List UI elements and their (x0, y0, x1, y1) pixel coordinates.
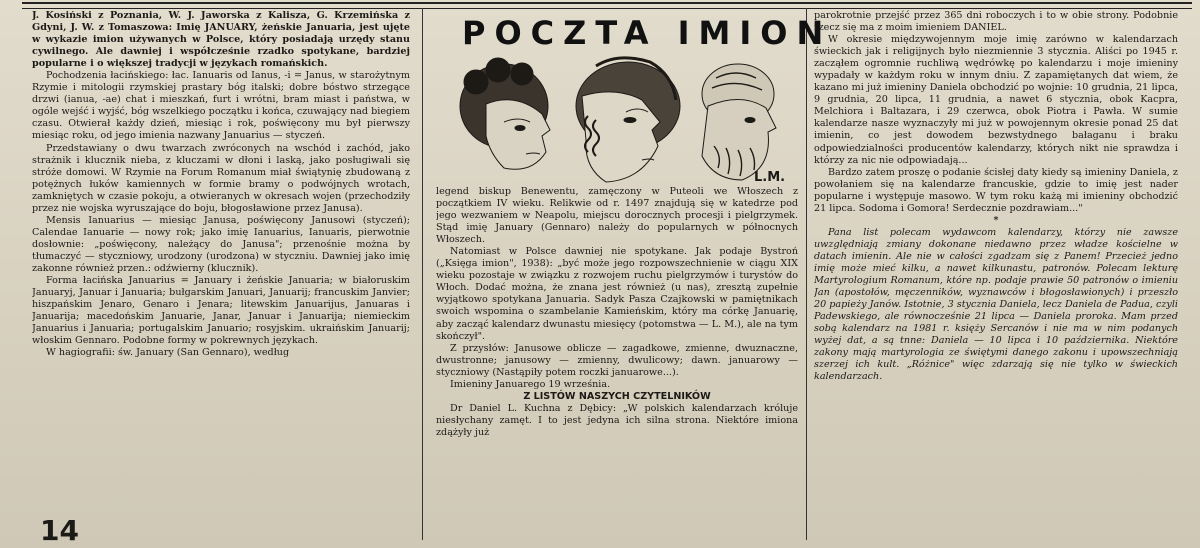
paragraph: W hagiografii: św. January (San Gennaro), według (46, 347, 290, 359)
editor-reply: Pana list polecam wydawcom kalendarzy, którzy nie zawsze uwzględniają zmiany dokonane niedawno przez władze kościelne w datach imienin. Ale nie w całości zgadzam się z Panem! Przecież jedno imię może mieć kilku, a nawet kilkunastu, patronów. Polecam lekturę Martyrologium Romanum, które np. podaje prawie 50 patronów o imieniu Jan (apostołów, męczenników, wyznawców i błogosławionych) i przeszło 20 papieży Janów. Istotnie, 3 stycznia Daniela, lecz Daniela de Padua, czyli Padewskiego, ale równocześnie 21 lipca — Daniela proroka. Mam przed sobą kalendarz na 1981 r. księży Sercanów i nie ma w nim podanych wyżej dat, a są tnne: Daniela — 10 lipca i 10 października. Niektóre zakony mają martyrologia ze świętymi danego zakonu i upowszechniają szerzej ich kult. „Różnice" więc zdarzają się nie tylko w świeckich kalendarzach. (814, 226, 1178, 383)
page-number: 14 (40, 514, 79, 547)
paragraph: Z przysłów: Janusowe oblicze — zagadkowe, zmienne, dwuznaczne, dwustronne; janusowy — zmienny, dwulicowy; dawn. januarowy — styczniowy (Nastąpiły potem roczki januarowe...). (436, 342, 798, 378)
article-column-2 (436, 186, 798, 524)
section-separator: * (993, 214, 999, 226)
paragraph: Bardzo zatem proszę o podanie ścisłej daty kiedy są imieniny Daniela, z powołaniem się na kalendarze francuskie, gdzie to imię jest nader popularne i występuje masowo. W tym roku każą mi imieniny obchodzić 21 lipca. Sodoma i Gomora! Serdecznie pozdrawiam..." (814, 166, 1178, 214)
paragraph: Forma łacińska Januarius = January i żeńskie Januaria; w białoruskim Januaryj, Januar i Januaria; bułgarskim Januari, Januarij; francuskim Janvier; hiszpańskim Jenaro, Genaro i Jenara; litewskim Januarijus, Januaras i Januarija; macedońskim Januarie, Janar, Januar i Januarija; niemieckim Januarius i Januaria; portugalskim Januario; rosyjskim. ukraińskim Januarij; włoskim Gennaro. Podobne formy w pokrewnych językach. (32, 275, 410, 347)
column-divider (422, 8, 423, 540)
paragraph: W okresie międzywojennym moje imię zarówno w kalendarzach świeckich jak i religijnych było niezmiennie 3 stycznia. Aliści po 1945 r. zacząłem ogromnie ruchliwą wędrówkę po kalendarzu i moje imieniny wypadały w każdym roku w innym dniu. Z zapamiętanych dat wiem, że kazano mi już imieniny Daniela obchodzić po wojnie: 10 grudnia, 21 lipca, 9 grudnia, 20 lipca, 11 grudnia, a nawet 6 stycznia, obok Kacpra, Melchiora i Baltazara, i 29 czerwca, obok Piotra i Pawła. W sumie kalendarze nasze wyznaczyły mi już w powojennym okresie ponad 25 dat imienin, co jest dowodem bezwstydnego bałaganu i braku odpowiedzialności producentów kalendarzy, których nikt nie sprawdza i którzy za nic nie odpowiadają... (814, 34, 1178, 166)
page-title: POCZTA IMION (462, 14, 833, 52)
top-rule (22, 2, 1192, 9)
article-column-1 (32, 10, 410, 510)
illustration-signature: L.M. (754, 170, 786, 185)
profiles-illustration (446, 56, 802, 186)
paragraph: J. Kosiński z Poznania, W. J. Jaworska z Kalisza, G. Krzemińska z Gdyni, J. W. z Tomaszowa: Imię JANUARY, żeńskie Januaria, jest ujęte w wykazie imion używanych w Polsce, który posiadają urzędy stanu cywilnego. Ale dawniej i współcześnie rzadko spotykane, bardziej popularne i o większej tradycji w językach romańskich. (32, 10, 410, 70)
section-subheading: Z LISTÓW NASZYCH CZYTELNIKÓW (523, 390, 711, 402)
paragraph: Pochodzenia łacińskiego: łac. Ianuaris od Ianus, -i = Janus, w starożytnym Rzymie i mitologii rzymskiej prastary bóg italski; dobre bóstwo strzegące drzwi (ianua, -ae) chat i mieszkań, furt i wrótni, bram miast i państwa, w ogóle wejść i wyjść, bóg wszelkiego początku i końca, czuwający nad biegiem czasu. Otwierał każdy dzień, miesiąc i rok, poświęcony mu był pierwszy miesiąc roku, od jego imienia nazwany Januarius — styczeń. (32, 70, 410, 142)
paragraph: Imieniny Januarego 19 września. (450, 378, 611, 390)
paragraph: parokrotnie przejść przez 365 dni roboczych i to w obie strony. Podobnie rzecz się ma z moim imieniem DANIEL. (814, 10, 1178, 34)
paragraph: Przedstawiany o dwu twarzach zwróconych na wschód i zachód, jako strażnik i klucznik nieba, z kluczami w dłoni i laską, jako posługiwali się stróże domowi. W Rzymie na Forum Romanum miał świątynię zbudowaną z potężnych łuków kamiennych w formie bramy o podwójnych wrotach, zamkniętych w czasie pokoju, a otwieranych w okresach wojen (przechodziły przez nie wojska wyruszające do boju, błogosławione przez Janusa). (32, 142, 410, 214)
paragraph: Natomiast w Polsce dawniej nie spotykane. Jak podaje Bystroń („Księga imion", 1938): „być może jego rozpowszechnienie w ciągu XIX wieku pozostaje w związku z rozwojem ruchu pielgrzymów i turystów do Włoch. Dodać można, że znana jest również (u nas), zresztą zupełnie wyjątkowo spotykana Januaria. Sadyk Pasza Czajkowski w pamiętnikach swoich wspomina o szambelanie Kamieńskim, który ma córkę Januarię, aby zacząć kalendarz dwunastu miesięcy (potomstwa — L. M.), ale na tym skończył". (436, 246, 798, 342)
letter-paragraph: Dr Daniel L. Kuchna z Dębicy: „W polskich kalendarzach króluje niesłychany zamęt. I to jest jedyna ich silna strona. Niektóre imiona zdążyły już (436, 402, 798, 438)
article-column-3 (814, 10, 1178, 540)
paragraph: Mensis Ianuarius — miesiąc Janusa, poświęcony Janusowi (styczeń); Calendae Ianuarie — nowy rok; jako imię Ianuarius, Ianuaris, pierwotnie dosłownie: „poświęcony, należący do Janusa"; przenośnie można by tłumaczyć — styczniowy, urodzony (urodzona) w styczniu. Dawniej jako imię zakonne również przen.: odźwierny (klucznik). (32, 214, 410, 274)
paragraph: legend biskup Benewentu, zamęczony w Puteoli we Włoszech z początkiem IV wieku. Relikwie od r. 1497 znajdują się w katedrze pod jego wezwaniem w Neapolu, miejscu dorocznych procesji i pielgrzymek. Stąd imię January (Gennaro) należy do popularnych w północnych Włoszech. (436, 186, 798, 246)
column-divider (806, 8, 807, 540)
